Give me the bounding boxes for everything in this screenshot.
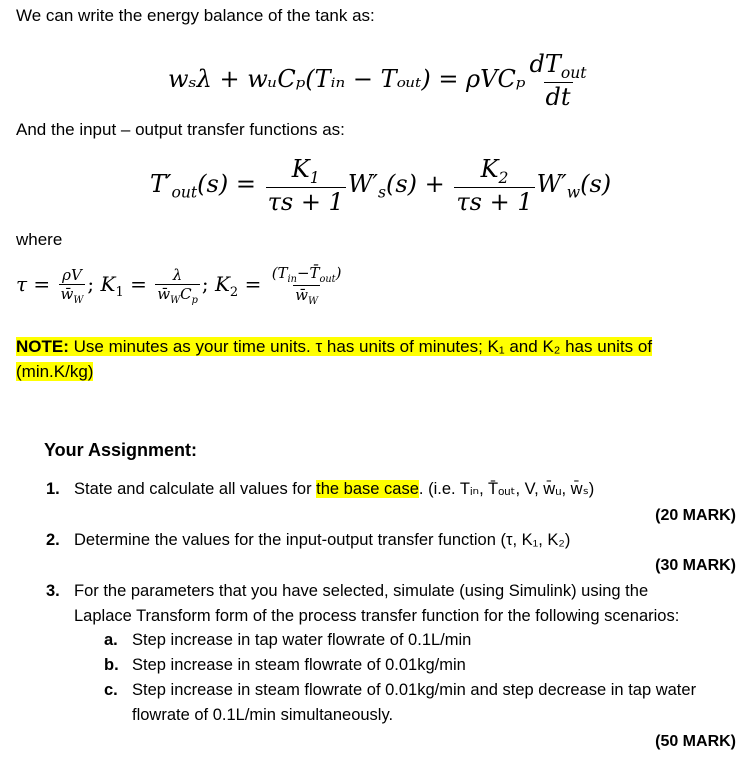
note-line-2 xyxy=(16,362,93,382)
sub-c-text-1: Step increase in steam flowrate of 0.01kg/min and step decrease in tap water xyxy=(132,681,697,699)
intro-text: We can write the energy balance of the tank as: xyxy=(16,6,375,25)
question-2 xyxy=(46,531,570,550)
tf-k1-sub: 1 xyxy=(309,168,320,187)
def-k2-den: w̄ xyxy=(295,286,308,304)
def-tau-den-sub: W xyxy=(73,294,84,306)
transfer-intro-text: And the input – output transfer functions as: xyxy=(16,120,345,139)
def-k1-fraction xyxy=(155,266,200,306)
def-k2-eq: = xyxy=(244,272,262,296)
def-tau-den: w̄ xyxy=(60,284,74,303)
q2-mark: (30 MARK) xyxy=(655,557,736,574)
def-tau: τ = xyxy=(16,272,51,296)
tf-term1-arg: (s) + xyxy=(385,169,445,198)
def-k1-den-tail: C xyxy=(180,284,192,303)
tf-k1-den: τs + 1 xyxy=(267,187,344,216)
def-tau-num: ρV xyxy=(62,265,82,284)
def-k2-num-end: ) xyxy=(335,264,342,282)
q3-text-1: For the parameters that you have selected, simulate (using Simulink) using the xyxy=(74,582,649,600)
sub-b-text: Step increase in steam flowrate of 0.01kg/min xyxy=(132,656,466,674)
def-k1-den-tail-sub: p xyxy=(191,294,198,306)
q1-highlight: the base case xyxy=(316,480,419,498)
q3-mark: (50 MARK) xyxy=(655,733,736,750)
def-k1-den: w̄ xyxy=(157,284,171,303)
tf-term2-sub: w xyxy=(566,183,581,202)
sub-a-text: Step increase in tap water flowrate of 0.1L/min xyxy=(132,631,472,649)
note-label: NOTE: xyxy=(16,337,69,356)
def-sep2: ; xyxy=(201,272,209,296)
energy-balance-fraction xyxy=(527,50,588,111)
def-k2-num-sub1: in xyxy=(287,274,297,285)
def-k2-num: (T xyxy=(271,264,288,282)
tf-k2-fraction xyxy=(454,155,534,216)
def-k1-den-sub: W xyxy=(170,294,181,306)
def-k2: K xyxy=(214,272,230,296)
q3-sub-c xyxy=(104,681,696,700)
transfer-function-equation xyxy=(150,155,611,216)
note-text-2: (min.K/kg) xyxy=(16,362,94,381)
energy-balance-lhs: wₛλ + wᵤCₚ(Tᵢₙ − Tₒᵤₜ) = ρVCₚ xyxy=(168,64,526,93)
tf-k1: K xyxy=(291,155,310,183)
tf-lhs-arg: (s) = xyxy=(197,169,256,198)
q1-text-post: . (i.e. Tᵢₙ, T̄ₒᵤₜ, V, w̄ᵤ, w̄ₛ) xyxy=(418,480,595,498)
tf-k2-den: τs + 1 xyxy=(456,187,533,216)
tf-k1-fraction xyxy=(266,155,346,216)
def-k2-fraction xyxy=(270,264,344,307)
def-k2-sub: 2 xyxy=(229,285,239,300)
eb-num-sub: out xyxy=(560,63,587,82)
q3-line-2: Laplace Transform form of the process transfer function for the following scenarios: xyxy=(74,607,680,625)
q3-sub-b xyxy=(104,656,466,675)
q1-mark: (20 MARK) xyxy=(655,507,736,524)
def-k1-eq: = xyxy=(130,272,147,296)
sub-a-label: a. xyxy=(104,631,118,649)
def-k2-num-sub2: out xyxy=(319,274,336,285)
q1-text-pre: State and calculate all values for xyxy=(74,480,317,498)
tf-term2: W′ xyxy=(536,169,567,198)
def-k2-den-sub: W xyxy=(307,296,319,307)
energy-balance-equation xyxy=(168,50,591,111)
tf-term1-sub: s xyxy=(377,183,386,202)
note-text-1: Use minutes as your time units. τ has units of minutes; K₁ and K₂ has units of xyxy=(68,337,653,356)
tf-term1: W′ xyxy=(347,169,378,198)
def-k1: K xyxy=(100,272,116,296)
eb-den: dt xyxy=(545,82,571,111)
assignment-heading: Your Assignment: xyxy=(44,440,198,460)
sub-b-label: b. xyxy=(104,656,119,674)
sub-c-label: c. xyxy=(104,681,118,699)
q2-number: 2. xyxy=(46,531,60,549)
def-k2-num-mid: −T̄ xyxy=(296,264,320,282)
def-k1-num: λ xyxy=(172,265,183,284)
def-tau-fraction xyxy=(59,266,86,306)
q2-text: Determine the values for the input-output transfer function (τ, K₁, K₂) xyxy=(74,531,571,549)
q1-number: 1. xyxy=(46,480,60,498)
tf-term2-arg: (s) xyxy=(580,169,612,198)
definitions-equation xyxy=(16,264,345,307)
question-1 xyxy=(46,479,594,499)
tf-k2: K xyxy=(480,155,499,183)
q3-sub-a xyxy=(104,631,471,650)
eb-num: dT xyxy=(529,50,561,78)
q3-sub-c-line-2: flowrate of 0.1L/min simultaneously. xyxy=(132,706,394,724)
def-k1-sub: 1 xyxy=(115,285,124,300)
q3-number: 3. xyxy=(46,582,60,600)
def-sep1: ; xyxy=(87,272,95,296)
note-line-1 xyxy=(16,337,652,357)
tf-lhs: T′ xyxy=(150,169,172,198)
question-3 xyxy=(46,582,648,601)
where-label: where xyxy=(16,230,63,249)
tf-lhs-sub: out xyxy=(171,183,198,202)
tf-k2-sub: 2 xyxy=(498,168,509,187)
